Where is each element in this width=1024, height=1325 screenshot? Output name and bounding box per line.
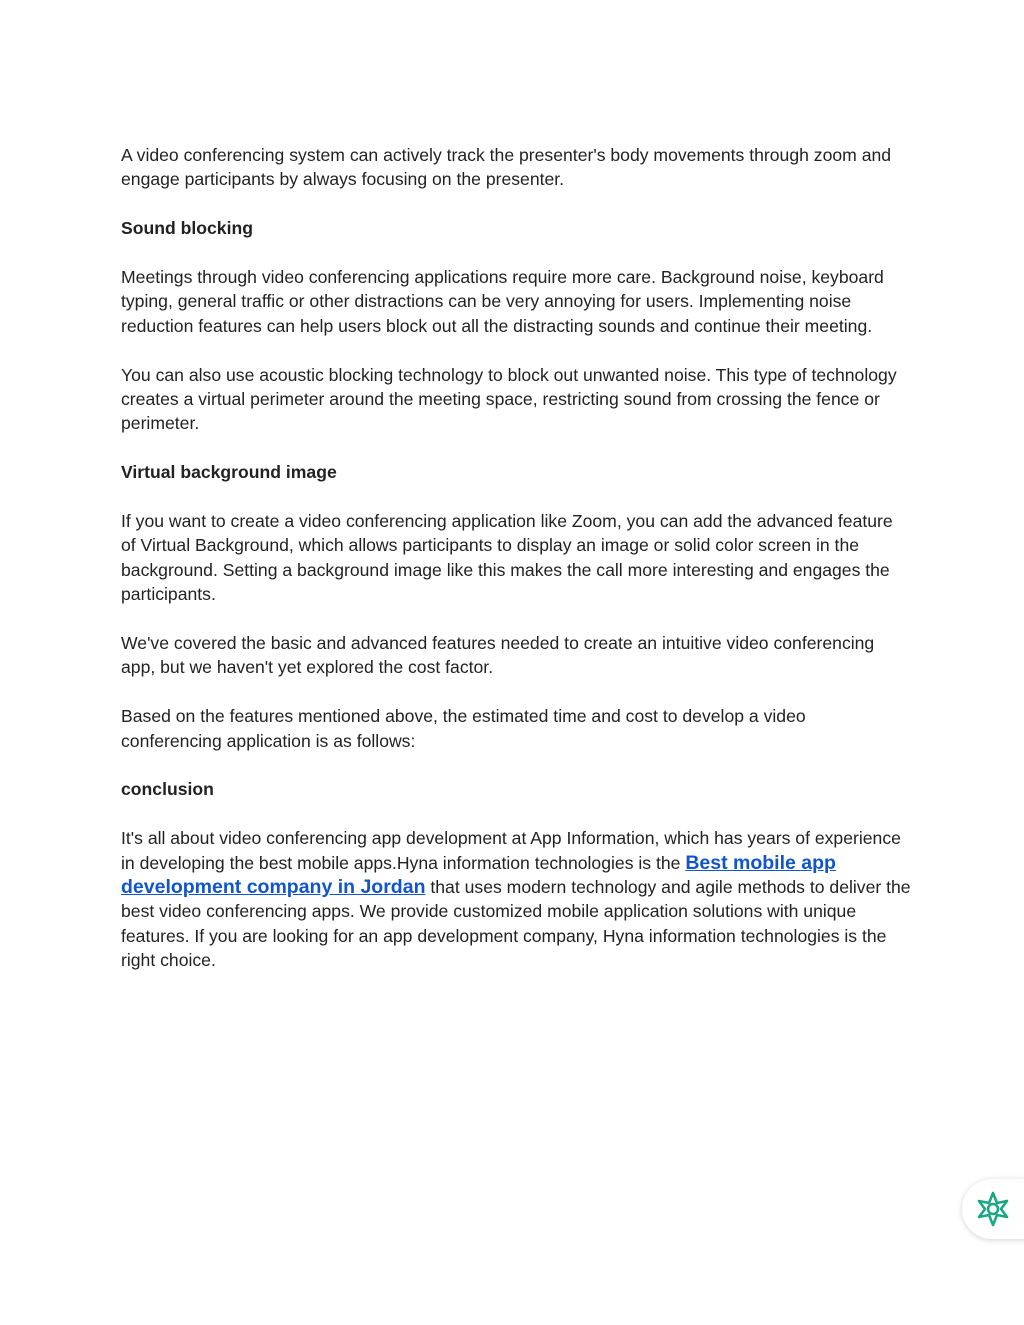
paragraph-zoom-tracking: A video conferencing system can actively track the presenter's body movements through zoom and engage participants by always focusing on the presenter. <box>121 145 892 190</box>
conclusion-text-after-link: that uses modern technology and agile methods to deliver the best video conferencing apps. We provide customized mobile application solutions with unique features. If you are looking for an app development company, Hyna information technologies is the right choice. <box>121 877 911 971</box>
paragraph-noise-reduction: Meetings through video conferencing applications require more care. Background noise, keyboard typing, general traffic or other distractions can be very annoying for users. Implementing noise reduction features can help users block out all the distracting sounds and continue their meeting. <box>121 267 884 336</box>
paragraph-conclusion <box>121 826 911 972</box>
company-link[interactable]: Best mobile app development company in Jordan <box>121 851 836 899</box>
heading-virtual-background: Virtual background image <box>121 462 337 483</box>
heading-conclusion: conclusion <box>121 779 214 800</box>
paragraph-cost-factor: We've covered the basic and advanced features needed to create an intuitive video conferencing app, but we haven't yet explored the cost factor. <box>121 633 875 678</box>
heading-sound-blocking: Sound blocking <box>121 218 253 239</box>
document-body <box>121 143 911 973</box>
paragraph-acoustic-blocking: You can also use acoustic blocking technology to block out unwanted noise. This type of technology creates a virtual perimeter around the meeting space, restricting sound from crossing the fence or perimeter. <box>121 364 897 434</box>
paragraph-estimated-cost: Based on the features mentioned above, the estimated time and cost to develop a video conferencing application is as follows: <box>121 706 806 751</box>
assistant-button[interactable] <box>962 1179 1024 1239</box>
paragraph-virtual-background: If you want to create a video conferencing application like Zoom, you can add the advanced feature of Virtual Background, which allows participants to display an image or solid color screen in the background. Setting a background image like this makes the call more interesting and engages the participants. <box>121 511 893 605</box>
conclusion-text-before-link: It's all about video conferencing app development at App Information, which has years of experience in developing the best mobile apps.Hyna information technologies is the <box>121 828 901 873</box>
sparkle-logo-icon <box>973 1189 1013 1229</box>
